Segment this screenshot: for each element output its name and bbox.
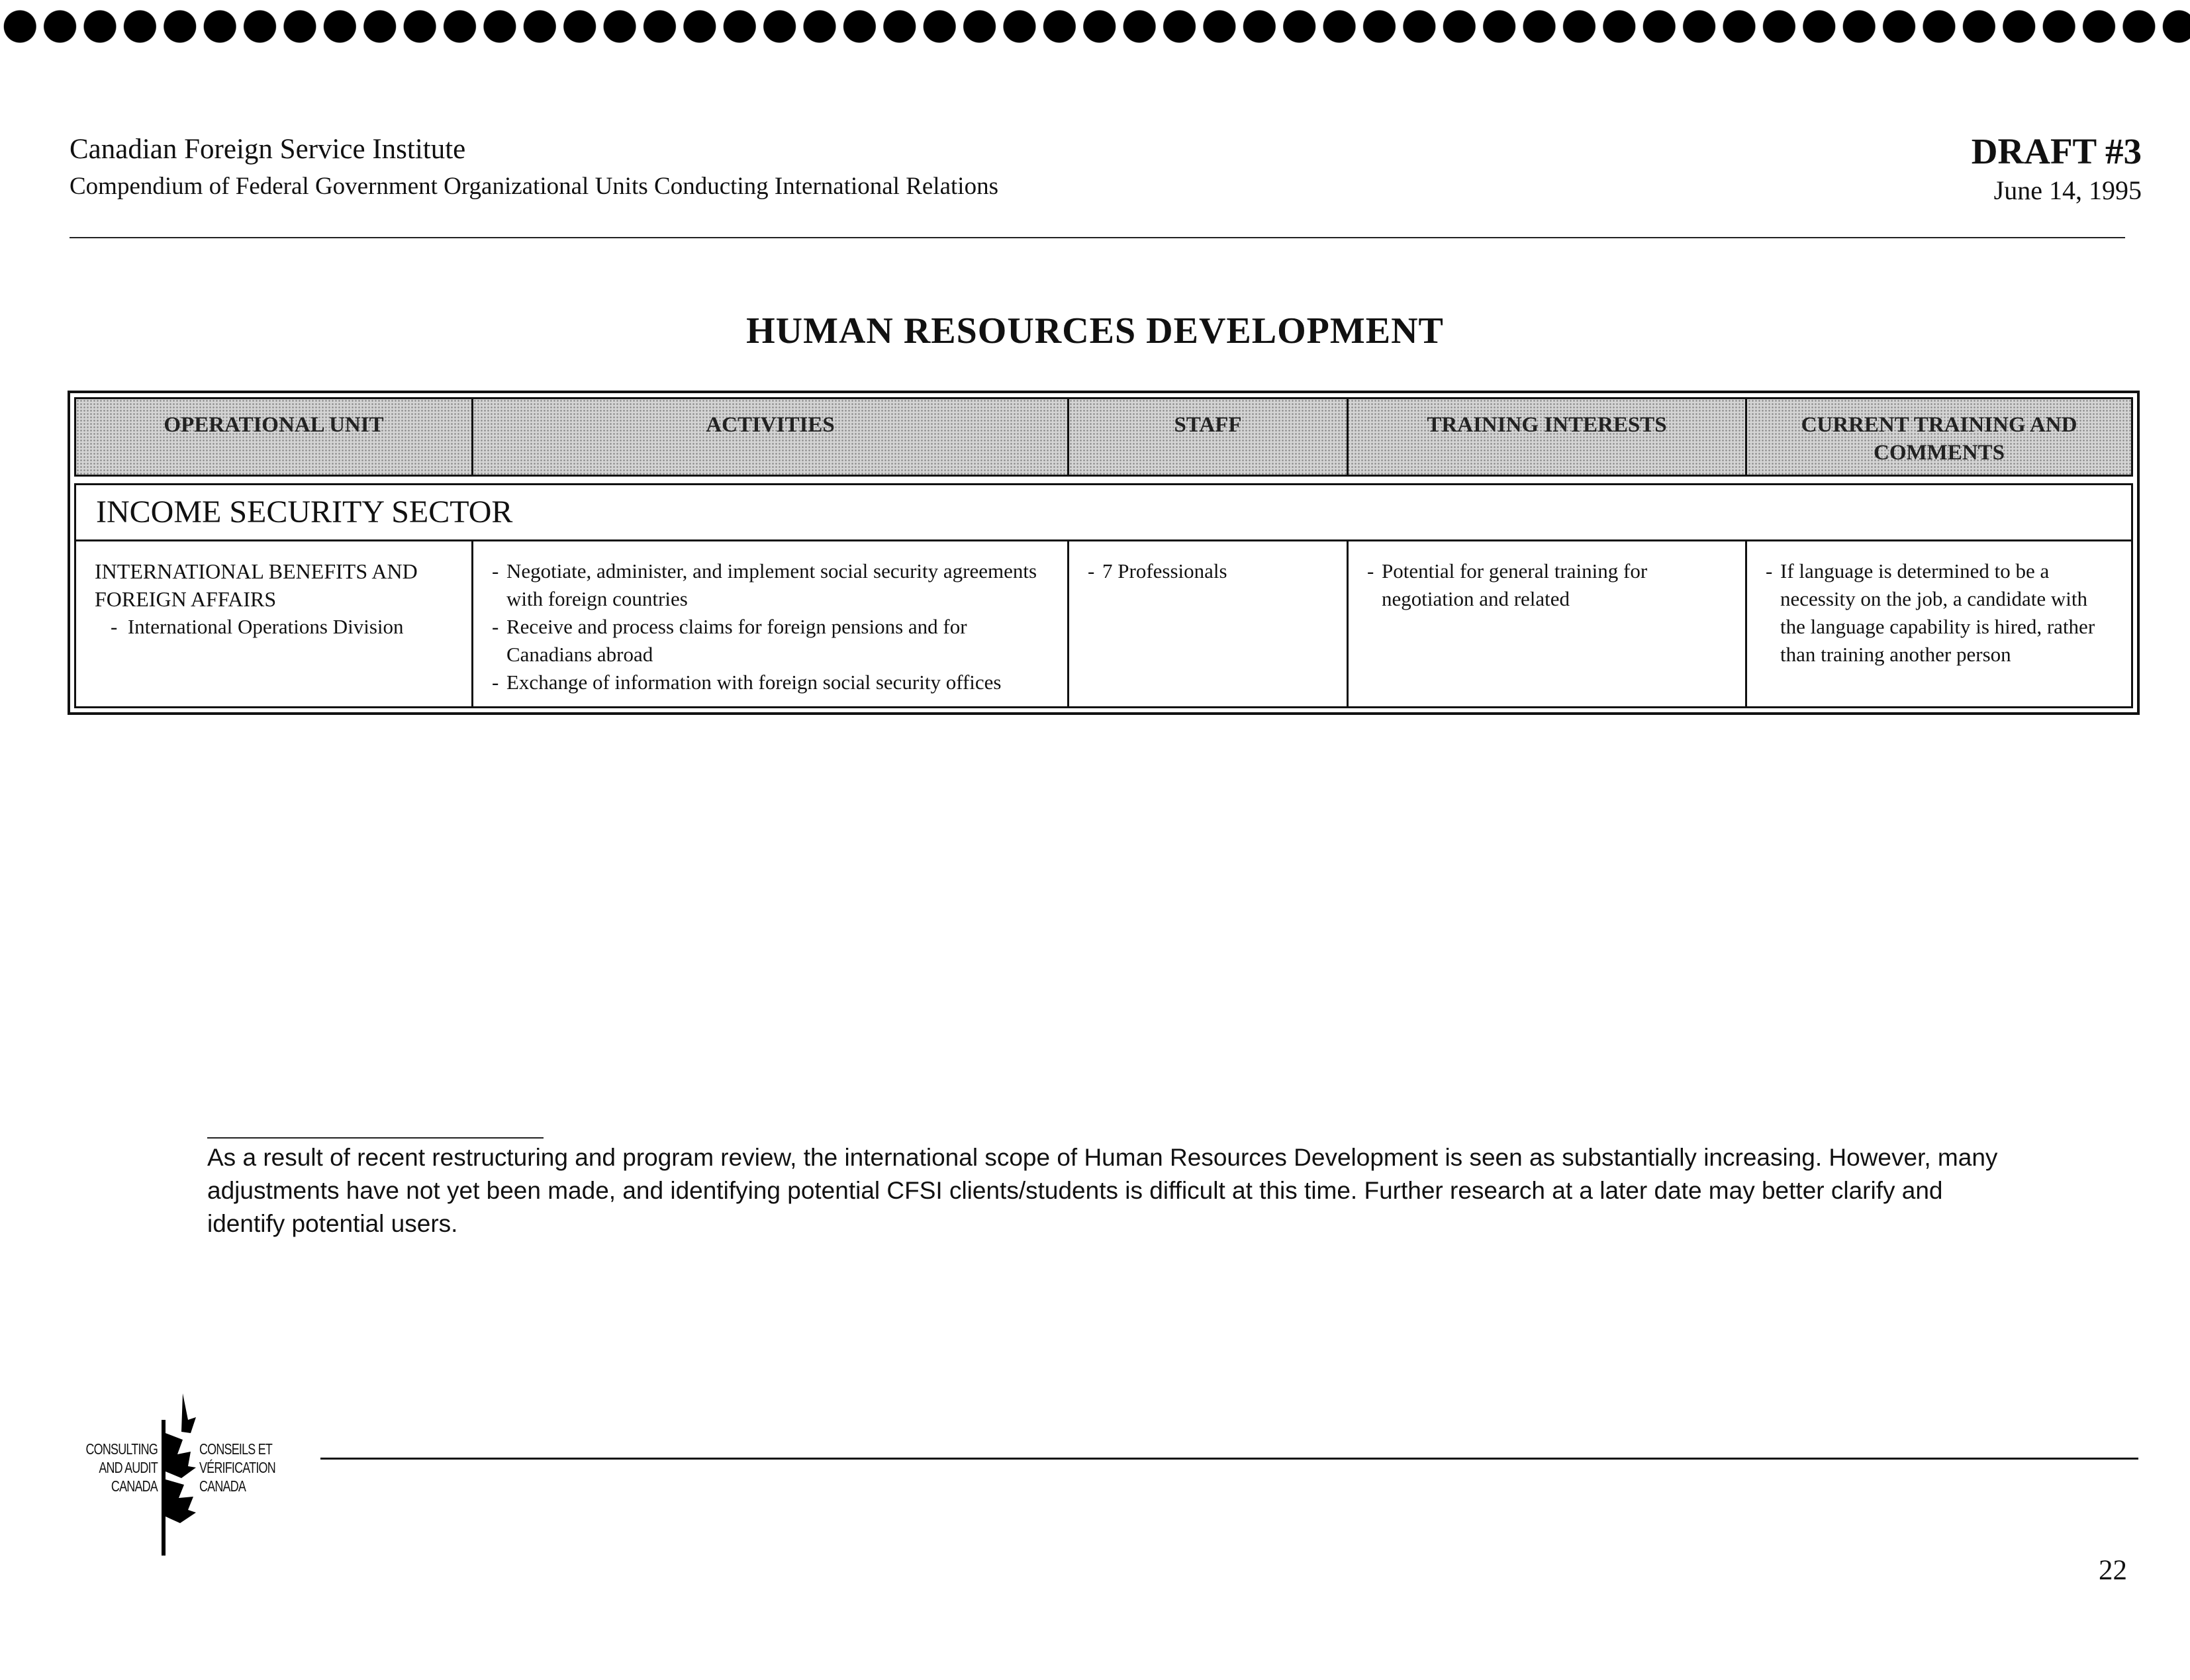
cell-training-interests — [1349, 541, 1747, 706]
column-header-current-training: CURRENT TRAINING AND COMMENTS — [1801, 413, 2077, 465]
organization-name: Canadian Foreign Service Institute — [70, 134, 466, 165]
cell-staff — [1069, 541, 1349, 706]
cell-activities — [473, 541, 1069, 706]
compendium-table — [68, 391, 2140, 715]
footer-divider — [320, 1458, 2138, 1460]
cell-current-training-comments — [1747, 541, 2131, 706]
document-subtitle: Compendium of Federal Government Organizational Units Conducting International Relations — [70, 173, 998, 200]
table-header-row — [74, 397, 2133, 477]
unit-name: INTERNATIONAL BENEFITS AND FOREIGN AFFAIRS — [95, 559, 418, 611]
maple-leaf-icon — [158, 1393, 200, 1556]
draft-date: June 14, 1995 — [1993, 175, 2142, 205]
column-header-activities: ACTIVITIES — [473, 399, 1069, 475]
header-left — [70, 131, 998, 205]
activity-item: - Negotiate, administer, and implement social security agreements with foreign countries — [492, 557, 1053, 613]
activity-item: - Receive and process claims for foreign pensions and for Canadians abroad — [492, 613, 1053, 669]
activity-item: - Exchange of information with foreign social security offices — [492, 669, 1053, 696]
logo-text-french: CONSEILS ET VÉRIFICATION CANADA — [199, 1440, 275, 1495]
staff-item: - 7 Professionals — [1088, 557, 1332, 585]
footnote-divider — [207, 1137, 544, 1139]
table-row — [74, 541, 2133, 708]
page-title: HUMAN RESOURCES DEVELOPMENT — [746, 310, 1444, 351]
unit-subdivision: - International Operations Division — [111, 615, 404, 638]
logo-text-english: CONSULTING AND AUDIT CANADA — [85, 1440, 158, 1495]
column-header-training-interests: TRAINING INTERESTS — [1349, 399, 1747, 475]
perforation-holes — [0, 7, 2190, 46]
comment-item: - If language is determined to be a necessity on the job, a candidate with the language capability is hired, rather than training another person — [1766, 557, 2117, 669]
column-header-operational-unit: OPERATIONAL UNIT — [76, 399, 473, 475]
page-number: 22 — [2099, 1555, 2127, 1586]
draft-label: DRAFT #3 — [1971, 131, 2142, 171]
sector-heading: INCOME SECURITY SECTOR — [74, 483, 2133, 541]
cac-logo — [79, 1393, 291, 1556]
header-divider — [70, 237, 2125, 238]
training-interest-item: - Potential for general training for negotiation and related — [1367, 557, 1731, 613]
header-right — [1972, 130, 2142, 208]
cell-operational-unit — [76, 541, 473, 706]
footnote-text: As a result of recent restructuring and program review, the international scope of Human Resources Development is seen as substantially increasing. However, many adjustments have not yet been made, and identifying potential CFSI clients/students is difficult at this time. Further research at a later date may better clarify and identify potential users. — [207, 1144, 1998, 1237]
column-header-staff: STAFF — [1069, 399, 1349, 475]
